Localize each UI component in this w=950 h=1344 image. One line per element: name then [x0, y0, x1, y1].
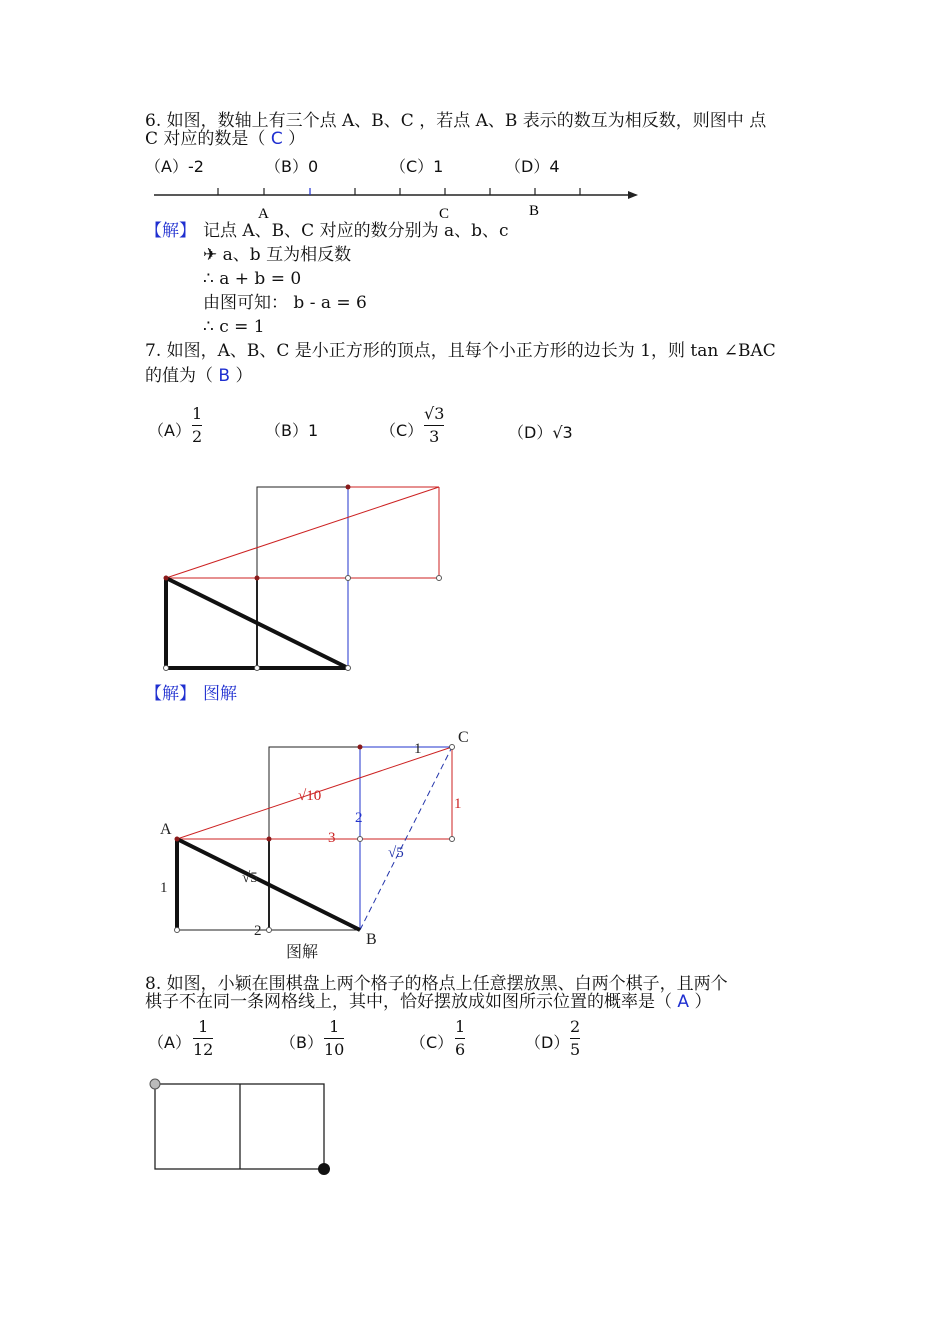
grid-point	[164, 576, 442, 671]
numerator: 1	[455, 1017, 466, 1036]
q6-stem-close: ）	[282, 129, 306, 149]
label-side: 1	[160, 880, 168, 896]
q8-answer: A	[677, 992, 690, 1012]
q6-solution-line: ∴ c = 1	[203, 317, 265, 337]
label-root: √5	[242, 870, 258, 886]
numerator: 1	[329, 1017, 340, 1036]
q7-option-a-label: （A）	[148, 421, 191, 440]
q6-point-a-label: A	[258, 206, 269, 222]
q6-option-b: （B）0	[265, 157, 319, 176]
q7-figure	[150, 478, 450, 678]
q8-option-a-fraction	[193, 1017, 213, 1060]
q7-option-c-fraction	[424, 404, 444, 447]
q8-stem-text: 棋子不在同一条网格线上，其中，恰好摆放成如图所示位置的概率是（	[145, 992, 678, 1012]
label-side: 2	[355, 810, 363, 826]
label-b: B	[366, 931, 377, 948]
q6-number-line	[150, 176, 640, 224]
label-c: C	[458, 729, 469, 746]
q8-stem-close: ）	[689, 992, 712, 1012]
q7-stem-line1: 7. 如图，A、B、C 是小正方形的顶点，且每个小正方形的边长为 1，则 tan ∠BAC	[145, 341, 776, 361]
q7-solution-figure	[150, 722, 490, 962]
denominator: 12	[193, 1040, 214, 1059]
black-stone	[318, 1163, 330, 1175]
denominator: 5	[570, 1040, 581, 1059]
figure-caption: 图解	[286, 944, 319, 961]
q7-stem-close: ）	[230, 366, 253, 386]
q6-solution-line: 由图可知： b - a = 6	[203, 293, 367, 313]
label-side: 3	[328, 830, 336, 846]
q7-option-a-fraction	[192, 404, 202, 447]
white-stone	[150, 1079, 160, 1089]
q7-stem-line2	[145, 365, 252, 387]
q6-solution-line: ✈ a、b 互为相反数	[203, 245, 352, 265]
denominator: 6	[455, 1040, 466, 1059]
q6-stem-line2	[145, 128, 305, 150]
q6-option-c: （C）1	[390, 157, 444, 176]
q6-solution-tag: 【解】	[145, 221, 196, 241]
label-root: √5	[388, 845, 404, 861]
numerator: 1	[198, 1017, 209, 1036]
q8-option-d-label: （D）	[525, 1033, 570, 1052]
numerator: 1	[192, 404, 203, 423]
q6-stem-text: C 对应的数是（	[145, 129, 271, 149]
numerator: 2	[570, 1017, 581, 1036]
q6-stem-line1: 6. 如图，数轴上有三个点 A、B、C ，若点 A、B 表示的数互为相反数，则图中 点	[145, 111, 767, 131]
q8-option-b-label: （B）	[280, 1033, 323, 1052]
label-side: 1	[454, 796, 462, 812]
q8-option-c-label: （C）	[410, 1033, 454, 1052]
q8-option-a-label: （A）	[148, 1033, 191, 1052]
q6-point-b-label: B	[529, 203, 540, 219]
q7-solution-text: 图解	[203, 684, 237, 704]
q8-option-d-fraction	[570, 1017, 580, 1060]
label-side: 1	[414, 741, 422, 757]
q8-option-c-fraction	[455, 1017, 465, 1060]
denominator: 10	[324, 1040, 345, 1059]
q7-option-c-label: （C）	[380, 421, 424, 440]
q7-stem-text: 的值为（	[145, 366, 219, 386]
q8-option-b-fraction	[324, 1017, 344, 1060]
q6-ticks	[218, 188, 580, 195]
denominator: 2	[192, 427, 203, 446]
denominator: 3	[429, 427, 440, 446]
q8-go-board-figure	[145, 1074, 340, 1184]
label-side: 2	[254, 923, 262, 939]
q7-option-b: （B）1	[265, 421, 319, 440]
label-root: √10	[298, 788, 322, 804]
q6-option-d: （D）4	[505, 157, 560, 176]
q6-option-a: （A）-2	[145, 157, 204, 176]
q8-stem-line2	[145, 991, 711, 1013]
numerator: √3	[424, 404, 445, 423]
q7-answer: B	[218, 366, 231, 386]
q6-point-c-label: C	[439, 206, 450, 222]
q6-solution-line: ∴ a + b = 0	[203, 269, 302, 289]
q6-answer: C	[270, 129, 283, 149]
q7-option-d: （D）√3	[508, 423, 573, 442]
q7-solution-tag: 【解】	[145, 684, 196, 704]
label-a: A	[160, 821, 172, 838]
q8-stem-line1: 8. 如图，小颖在围棋盘上两个格子的格点上任意摆放黑、白两个棋子，且两个	[145, 974, 728, 994]
q6-solution-line: 记点 A、B、C 对应的数分别为 a、b、c	[203, 221, 509, 241]
